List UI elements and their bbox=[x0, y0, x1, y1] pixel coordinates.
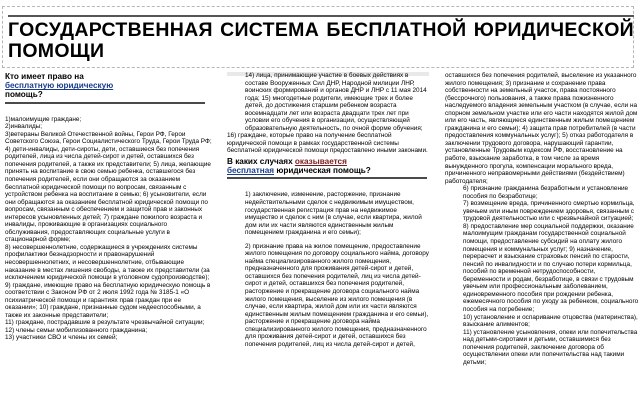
list-item: 2) признание права на жилое помещение, предоставление жилого помещения по договору социального найма, договору найма специализированного жилого помещения, предназначенного для проживания детей-сирот и детей, оставшихся без попечения родителей, лиц из числа детей-сирот и детей, оставшихся без попечения родителей, расторжение и прекращение договора социального найма жилого помещения, выселение из жилого помещения (в случае, если квартира, жилой дом или их части являются единственным жилым помещением гражданина и его семьи), расторжение и прекращение договора найма специализированного жилого помещения, предназначенного для проживания детей-сирот и детей, оставшихся без попечения родителей, лиц из числа детей-сирот и детей, bbox=[245, 242, 429, 348]
heading-text: Кто имеет право на bbox=[5, 72, 84, 81]
list-item: 1)малоимущие граждане; bbox=[5, 115, 82, 123]
list-item: 14) лица, принимающие участие в боевых действиях в составе Вооруженных Сил ДНР, Народной милиции ЛНР, воинских формирований и органов ДНР и ЛНР с 11 мая 2014 года; 15) многодетные родители, имеющие трех и более детей, до достижения старшим ребенком возраста восемнадцати лет или возраста двадцати трех лет при условии его обучения в организации, осуществляющей образовательную деятельность, по очной форме обучения; bbox=[245, 72, 427, 132]
column-cases-continued bbox=[445, 72, 639, 417]
list-item: 1) заключение, изменение, расторжение, признание недействительными сделок с недвижимым имуществом, государственная регистрация прав на недвижимое имущество и сделок с ним (в случае, если квартира, жилой дом или их части являются единственным жилым помещением гражданина и его семьи); bbox=[245, 191, 422, 237]
heading-text: В каких случаях bbox=[227, 157, 293, 167]
heading-text-end: юридическая помощь? bbox=[276, 166, 371, 176]
heading-who-is-eligible bbox=[5, 72, 213, 100]
heading-link[interactable]: бесплатную юридическую bbox=[5, 81, 114, 91]
column-cases bbox=[227, 72, 429, 417]
heading-which-cases bbox=[227, 157, 429, 175]
list-item: 11) граждане, пострадавшие в результате чрезвычайной ситуации; bbox=[5, 319, 205, 327]
list-item: 2)инвалиды; bbox=[5, 123, 43, 131]
list-item: 3)ветераны Великой Отечественной войны, Герои РФ, Герои Советского Союза, Герои Социалистического Труда, Герои Труда РФ; 4) дети-инвалиды, дети-сироты, дети, оставшиеся без попечения родителей, лица из числа детей-сирот и детей, оставшихся без попечения родителей, а также их представители; 5) лица, желающие принять на воспитание в свою семью ребенка, оставшегося без попечения родителей, если они обращаются за оказанием бесплатной юридической помощи по вопросам, связанным с устройством ребенка на воспитание в семью; 6) усыновители, если они обращаются за оказанием бесплатной юридической помощи по вопросам, связанным с обеспечением и защитой прав и законных интересов усыновленных детей; 7) граждане пожилого возраста и инвалиды, проживающие в организациях социального обслуживания, предоставляющих социальные услуги в стационарной форме; bbox=[5, 130, 212, 244]
list-item: 8) несовершеннолетние, содержащиеся в учреждениях системы профилактики безнадзорности и правонарушений несовершеннолетних, и несовершеннолетние, отбывающие наказание в местах лишения свободы, а также их представители (за исключением юридической помощи в уголовном судопроизводстве); 9) граждане, имеющие право на бесплатную юридическую помощь в соответствии с Законом РФ от 2 июля 1992 года № 3185-1 «О психиатрической помощи и гарантиях прав граждан при ее оказании»; 10) граждане, признанные судом недееспособными, а также их законные представители; bbox=[5, 243, 211, 319]
list-item: 16) граждане, которые право на получение бесплатной юридической помощи в рамках государственной системы бесплатной юридической помощи предоставлено иными законами. bbox=[227, 132, 428, 155]
heading-divider bbox=[5, 102, 205, 104]
column-eligible-persons bbox=[5, 72, 213, 417]
list-item: 12) члены семьи мобилизованного гражданина; bbox=[5, 326, 148, 334]
page-title: ГОСУДАРСТВЕННАЯ СИСТЕМА БЕСПЛАТНОЙ ЮРИДИЧЕСКОЙ ПОМОЩИ bbox=[8, 19, 634, 62]
list-item: 6) признание гражданина безработным и установление пособия по безработице; bbox=[463, 185, 629, 200]
heading-highlight: оказывается bbox=[294, 157, 347, 167]
heading-divider bbox=[227, 177, 427, 179]
heading-link[interactable]: бесплатная bbox=[227, 166, 275, 176]
list-item: 13) участники СВО и члены их семей; bbox=[5, 334, 118, 342]
list-item: 7) возмещение вреда, причиненного смертью кормильца, увечьем или иным повреждением здоровья, связанным с трудовой деятельностью или с чрезвычайной ситуацией; bbox=[463, 200, 635, 223]
list-item: 8) предоставление мер социальной поддержки, оказание малоимущим гражданам государственной социальной помощи, предоставление субсидий на оплату жилого помещения и коммунальных услуг; 9) назначение, перерасчет и взыскание страховых пенсий по старости, пенсий по инвалидности и по случаю потери кормильца, пособий по временной нетрудоспособности, беременности и родам, безработице, в связи с трудовым увечьем или профессиональным заболеванием, единовременного пособия при рождении ребенка, ежемесячного пособия по уходу за ребенком, социального пособия на погребение; bbox=[463, 222, 639, 313]
list-item: 10) установление и оспаривание отцовства (материнства), взыскание алиментов; bbox=[463, 313, 638, 329]
list-item: 11) установление усыновления, опеки или попечительства над детьми-сиротами и детьми, оставшимися без попечения родителей, заключение договора об осуществлении опеки или попечительства над такими детьми; bbox=[463, 328, 638, 366]
list-item: оставшихся без попечения родителей, выселение из указанного жилого помещения; 3) признание и сохранение права собственности на земельный участок, права постоянного (бессрочного) пользования, а также права пожизненного наследуемого владения земельным участком (в случае, если на спорном земельном участке или его части находятся жилой дом или его часть, являющиеся единственным жилым помещением гражданина и его семьи); 4) защита прав потребителей (в части предоставления коммунальных услуг); 5) отказ работодателя в заключении трудового договора, нарушающий гарантии, установленные Трудовым кодексом РФ, восстановление на работе, взыскание заработка, в том числе за время вынужденного прогула, компенсации морального вреда, причиненного неправомерными действиями (бездействием) работодателя; bbox=[445, 72, 638, 185]
heading-text-end: помощь? bbox=[5, 90, 43, 100]
top-rule bbox=[8, 15, 634, 17]
